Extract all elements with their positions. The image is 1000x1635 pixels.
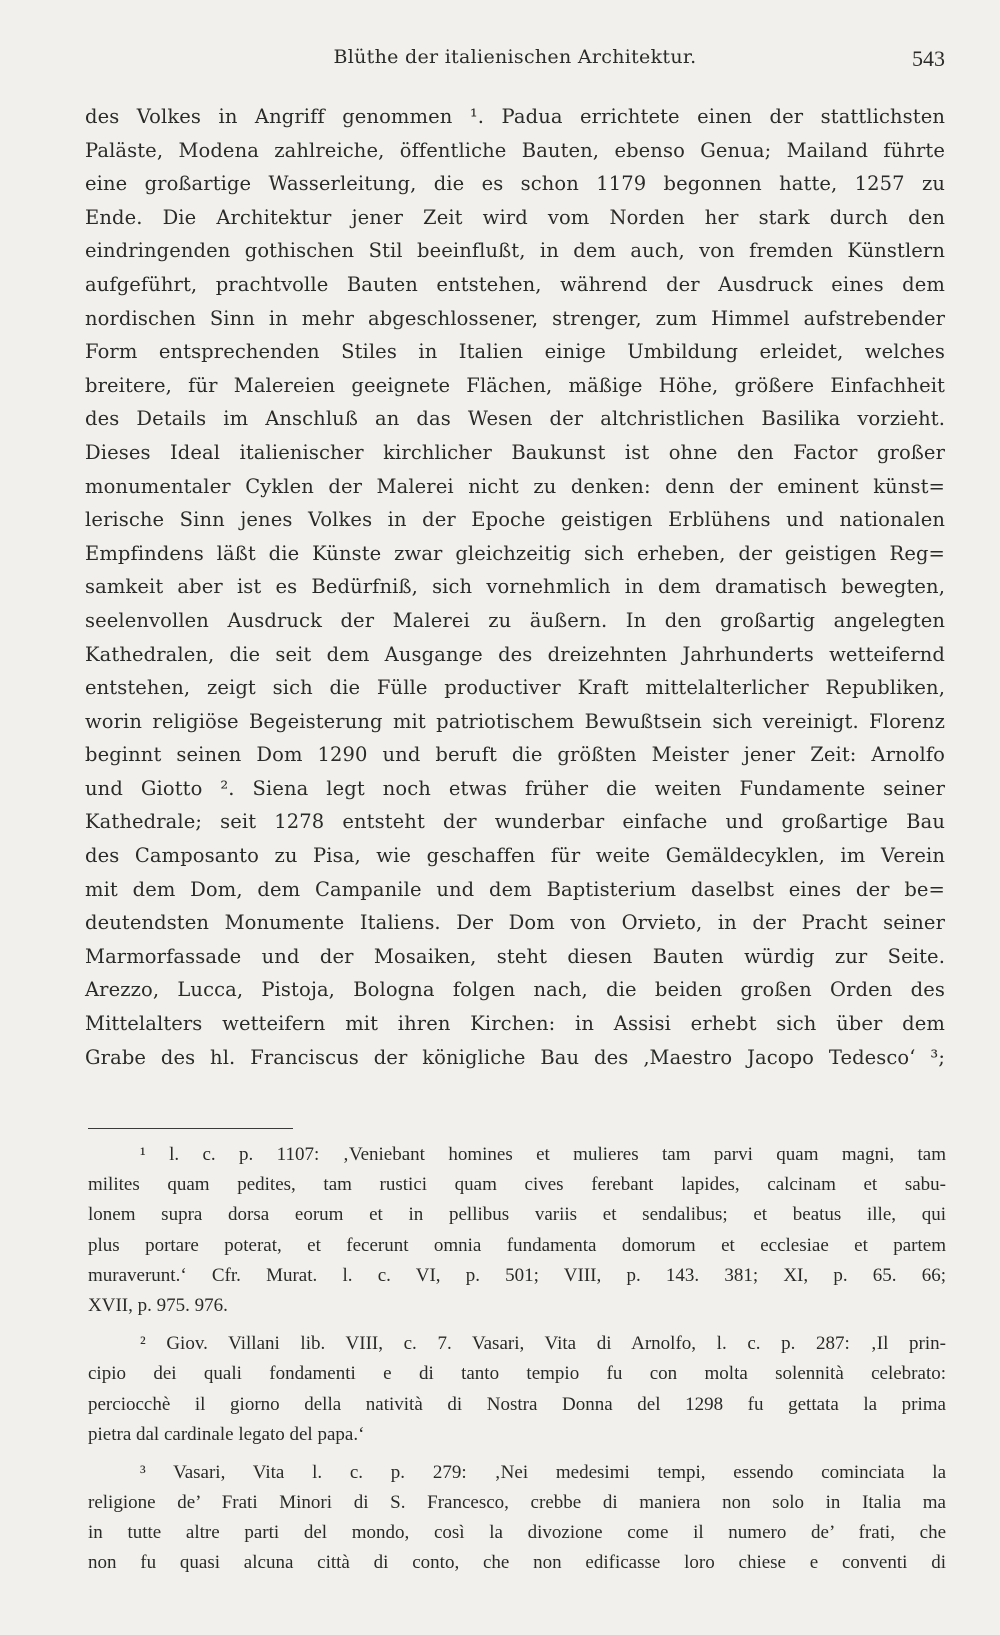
footnote-line: lonem supra dorsa eorum et in pellibus variis et sendalibus; et beatus ille, qui <box>88 1204 946 1226</box>
text-line: mit dem Dom, dem Campanile und dem Baptisterium daselbst eines der be= <box>85 877 945 901</box>
text-line: monumentaler Cyklen der Malerei nicht zu denken: denn der eminent künst= <box>85 474 945 498</box>
text-line: des Volkes in Angriff genommen ¹. Padua errichtete einen der stattlichsten <box>85 105 945 128</box>
footnote-line: perciocchè il giorno della natività di Nostra Donna del 1298 fu gettata la prima <box>88 1393 946 1415</box>
text-line: breitere, für Malereien geeignete Flächen, mäßige Höhe, größere Einfachheit <box>85 373 945 397</box>
body-text <box>85 100 945 1074</box>
running-head-title: Blüthe der italienischen Architektur. <box>333 46 697 68</box>
footnote-line: ¹ l. c. p. 1107: ‚Veniebant homines et mulieres tam parvi quam magni, tam <box>140 1144 946 1165</box>
text-line: und Giotto ². Siena legt noch etwas früher die weiten Fundamente seiner <box>85 776 945 800</box>
text-line: des Camposanto zu Pisa, wie geschaffen für weite Gemäldecyklen, im Verein <box>85 844 945 868</box>
footnote-line: religione de’ Frati Minori di S. Francesco, crebbe di maniera non solo in Italia ma <box>88 1492 946 1514</box>
text-line: samkeit aber ist es Bedürfniß, sich vornehmlich in dem dramatisch bewegten, <box>85 575 945 599</box>
text-line: entstehen, zeigt sich die Fülle productiver Kraft mittelalterlicher Republiken, <box>85 676 945 700</box>
footnotes <box>88 1140 946 1579</box>
text-line: Grabe des hl. Franciscus der königliche Bau des ‚Maestro Jacopo Tedesco‘ ³; <box>85 1045 945 1069</box>
footnote-gap <box>88 1450 946 1458</box>
page-number: 543 <box>912 46 945 71</box>
footnote-line: plus portare poterat, et fecerunt omnia fundamenta domorum et ecclesiae et partem <box>88 1234 946 1256</box>
text-line: deutendsten Monumente Italiens. Der Dom von Orvieto, in der Pracht seiner <box>85 911 945 935</box>
text-line: Empfindens läßt die Künste zwar gleichzeitig sich erheben, der geistigen Reg= <box>85 541 945 565</box>
text-line: Mittelalters wetteifern mit ihren Kirchen: in Assisi erhebt sich über dem <box>85 1012 945 1036</box>
text-line: eine großartige Wasserleitung, die es schon 1179 begonnen hatte, 1257 zu <box>85 172 945 196</box>
footnote-line: milites quam pedites, tam rustici quam cives ferebant lapides, calcinam et sabu- <box>88 1174 946 1196</box>
text-line: Kathedralen, die seit dem Ausgange des dreizehnten Jahrhunderts wetteifernd <box>85 642 945 666</box>
footnote-separator-rule <box>88 1128 293 1129</box>
footnote-line: pietra dal cardinale legato del papa.‘ <box>88 1423 365 1445</box>
text-line: Marmorfassade und der Mosaiken, steht diesen Bauten würdig zur Seite. <box>85 944 945 968</box>
text-line: des Details im Anschluß an das Wesen der altchristlichen Basilika vorzieht. <box>85 407 945 431</box>
text-line: Paläste, Modena zahlreiche, öffentliche Bauten, ebenso Genua; Mailand führte <box>85 138 945 162</box>
text-line: beginnt seinen Dom 1290 und beruft die größten Meister jener Zeit: Arnolfo <box>85 743 945 767</box>
footnote <box>88 1458 946 1579</box>
footnote-line: XVII, p. 975. 976. <box>88 1294 228 1316</box>
footnote <box>88 1140 946 1321</box>
text-line: nordischen Sinn in mehr abgeschlossener, strenger, zum Himmel aufstrebender <box>85 306 945 330</box>
footnote-line: non fu quasi alcuna città di conto, che non edificasse loro chiese e conventi di <box>88 1552 946 1574</box>
footnote-line: cipio dei quali fondamenti e di tanto tempio fu con molta solennità celebrato: <box>88 1363 946 1385</box>
text-line: Form entsprechenden Stiles in Italien einige Umbildung erleidet, welches <box>85 340 945 364</box>
text-line: Ende. Die Architektur jener Zeit wird vom Norden her stark durch den <box>85 205 945 229</box>
text-line: Kathedrale; seit 1278 entsteht der wunderbar einfache und großartige Bau <box>85 810 945 834</box>
text-line: aufgeführt, prachtvolle Bauten entstehen, während der Ausdruck eines dem <box>85 272 945 296</box>
text-line: Arezzo, Lucca, Pistoja, Bologna folgen nach, die beiden großen Orden des <box>85 978 945 1002</box>
text-line: lerische Sinn jenes Volkes in der Epoche geistigen Erblühens und nationalen <box>85 508 945 532</box>
footnote-gap <box>88 1321 946 1329</box>
footnote <box>88 1329 946 1450</box>
text-line: eindringenden gothischen Stil beeinflußt, in dem auch, von fremden Künstlern <box>85 239 945 263</box>
footnote-line: in tutte altre parti del mondo, così la divozione come il numero de’ frati, che <box>88 1522 946 1544</box>
footnote-line: muraverunt.‘ Cfr. Murat. l. c. VI, p. 501; VIII, p. 143. 381; XI, p. 65. 66; <box>88 1264 946 1286</box>
footnote-line: ³ Vasari, Vita l. c. p. 279: ‚Nei medesimi tempi, essendo cominciata la <box>140 1461 946 1483</box>
text-line: Dieses Ideal italienischer kirchlicher Baukunst ist ohne den Factor großer <box>85 440 945 464</box>
text-line: worin religiöse Begeisterung mit patriotischem Bewußtsein sich vereinigt. Florenz <box>85 709 945 733</box>
text-line: seelenvollen Ausdruck der Malerei zu äußern. In den großartig angelegten <box>85 608 945 632</box>
footnote-line: ² Giov. Villani lib. VIII, c. 7. Vasari, Vita di Arnolfo, l. c. p. 287: ‚Il prin- <box>140 1333 946 1355</box>
running-head <box>85 46 945 76</box>
